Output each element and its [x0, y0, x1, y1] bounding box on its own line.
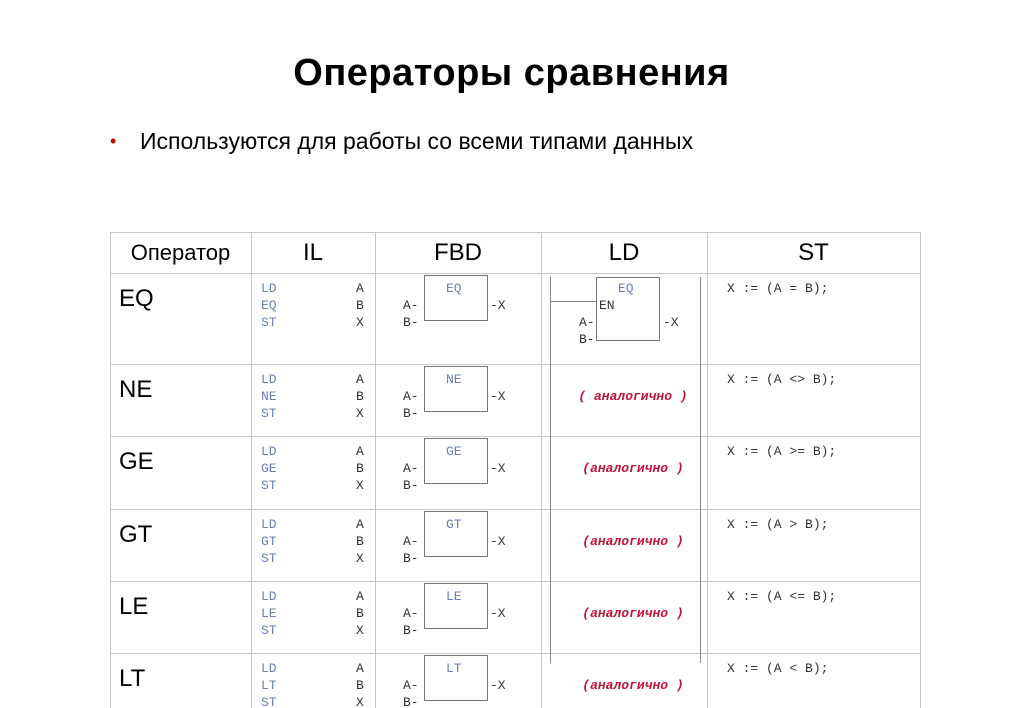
row-divider — [110, 581, 921, 582]
fbd-input-b: B- — [403, 478, 419, 493]
il-instruction: GT — [261, 534, 277, 549]
column-divider — [251, 232, 252, 708]
il-operand: X — [356, 551, 364, 566]
il-instruction: ST — [261, 406, 277, 421]
st-expression: X := (A <> B); — [727, 372, 837, 387]
bullet-text: Используются для работы со всеми типами данных — [140, 128, 694, 154]
il-operand: A — [356, 517, 364, 532]
header-fbd: FBD — [434, 239, 482, 266]
il-instruction: LD — [261, 517, 277, 532]
il-instruction: NE — [261, 389, 277, 404]
il-instruction: LD — [261, 589, 277, 604]
st-expression: X := (A < B); — [727, 661, 829, 676]
il-instruction: GE — [261, 461, 277, 476]
fbd-input-b: B- — [403, 551, 419, 566]
comparison-operators-table — [110, 232, 921, 708]
il-operand: X — [356, 315, 364, 330]
il-instruction: LD — [261, 444, 277, 459]
fbd-input-b: B- — [403, 623, 419, 638]
fbd-input-b: B- — [403, 406, 419, 421]
il-operand: A — [356, 281, 364, 296]
ld-input-b: B- — [579, 332, 595, 347]
fbd-input-a: A- — [403, 461, 419, 476]
fbd-input-a: A- — [403, 606, 419, 621]
il-operand: B — [356, 678, 364, 693]
il-instruction: ST — [261, 695, 277, 708]
ld-analogous-note: ( аналогично ) — [578, 389, 688, 404]
fbd-input-b: B- — [403, 315, 419, 330]
il-operand: B — [356, 534, 364, 549]
operator-name: LE — [119, 593, 149, 620]
ld-block-name: EQ — [618, 281, 634, 296]
fbd-block-name: EQ — [446, 281, 462, 296]
il-operand: A — [356, 661, 364, 676]
ld-left-power-rail — [550, 277, 551, 663]
fbd-input-a: A- — [403, 298, 419, 313]
il-operand: X — [356, 695, 364, 708]
fbd-output-x: -X — [490, 678, 506, 693]
il-operand: A — [356, 589, 364, 604]
table-border-left — [110, 232, 111, 708]
fbd-block-name: LE — [446, 589, 462, 604]
il-operand: X — [356, 623, 364, 638]
ld-enable-wire — [551, 301, 597, 302]
header-ld: LD — [608, 239, 640, 266]
ld-analogous-note: (аналогично ) — [582, 606, 684, 621]
header-il: IL — [302, 239, 323, 266]
st-expression: X := (A >= B); — [727, 444, 837, 459]
il-operand: X — [356, 406, 364, 421]
row-divider — [110, 364, 921, 365]
ld-analogous-note: (аналогично ) — [582, 461, 684, 476]
row-divider — [110, 436, 921, 437]
ld-output-x: -X — [663, 315, 679, 330]
il-instruction: ST — [261, 478, 277, 493]
ld-analogous-note: (аналогично ) — [582, 534, 684, 549]
il-instruction: LD — [261, 661, 277, 676]
st-expression: X := (A = B); — [727, 281, 829, 296]
slide-title: Операторы сравнения — [293, 52, 730, 94]
operator-name: EQ — [119, 285, 154, 312]
il-operand: X — [356, 478, 364, 493]
ld-input-a: A- — [579, 315, 595, 330]
fbd-output-x: -X — [490, 606, 506, 621]
il-instruction: ST — [261, 315, 277, 330]
fbd-input-a: A- — [403, 534, 419, 549]
fbd-output-x: -X — [490, 389, 506, 404]
operator-name: GT — [119, 521, 153, 548]
st-expression: X := (A > B); — [727, 517, 829, 532]
row-divider — [110, 509, 921, 510]
il-operand: A — [356, 444, 364, 459]
bullet-dot-icon: • — [110, 131, 117, 151]
column-divider — [541, 232, 542, 708]
header-st: ST — [798, 239, 829, 266]
il-operand: B — [356, 461, 364, 476]
fbd-output-x: -X — [490, 298, 506, 313]
fbd-input-a: A- — [403, 678, 419, 693]
il-instruction: LD — [261, 372, 277, 387]
fbd-block-name: GT — [446, 517, 462, 532]
il-operand: B — [356, 389, 364, 404]
il-instruction: EQ — [261, 298, 277, 313]
table-border-right — [920, 232, 921, 708]
column-divider — [375, 232, 376, 708]
operator-name: GE — [119, 448, 154, 475]
operator-name: LT — [119, 665, 146, 692]
st-expression: X := (A <= B); — [727, 589, 837, 604]
il-instruction: ST — [261, 551, 277, 566]
fbd-block-name: LT — [446, 661, 462, 676]
il-operand: B — [356, 606, 364, 621]
fbd-output-x: -X — [490, 534, 506, 549]
operator-name: NE — [119, 376, 153, 403]
il-instruction: LE — [261, 606, 277, 621]
il-operand: A — [356, 372, 364, 387]
il-instruction: LT — [261, 678, 277, 693]
fbd-output-x: -X — [490, 461, 506, 476]
fbd-block-name: GE — [446, 444, 462, 459]
table-header-divider — [110, 273, 921, 274]
ld-analogous-note: (аналогично ) — [582, 678, 684, 693]
il-instruction: ST — [261, 623, 277, 638]
fbd-input-a: A- — [403, 389, 419, 404]
il-instruction: LD — [261, 281, 277, 296]
fbd-input-b: B- — [403, 695, 419, 708]
row-divider — [110, 653, 921, 654]
fbd-block-name: NE — [446, 372, 462, 387]
ld-enable-input: EN — [599, 298, 615, 313]
il-operand: B — [356, 298, 364, 313]
header-operator: Оператор — [130, 240, 231, 265]
